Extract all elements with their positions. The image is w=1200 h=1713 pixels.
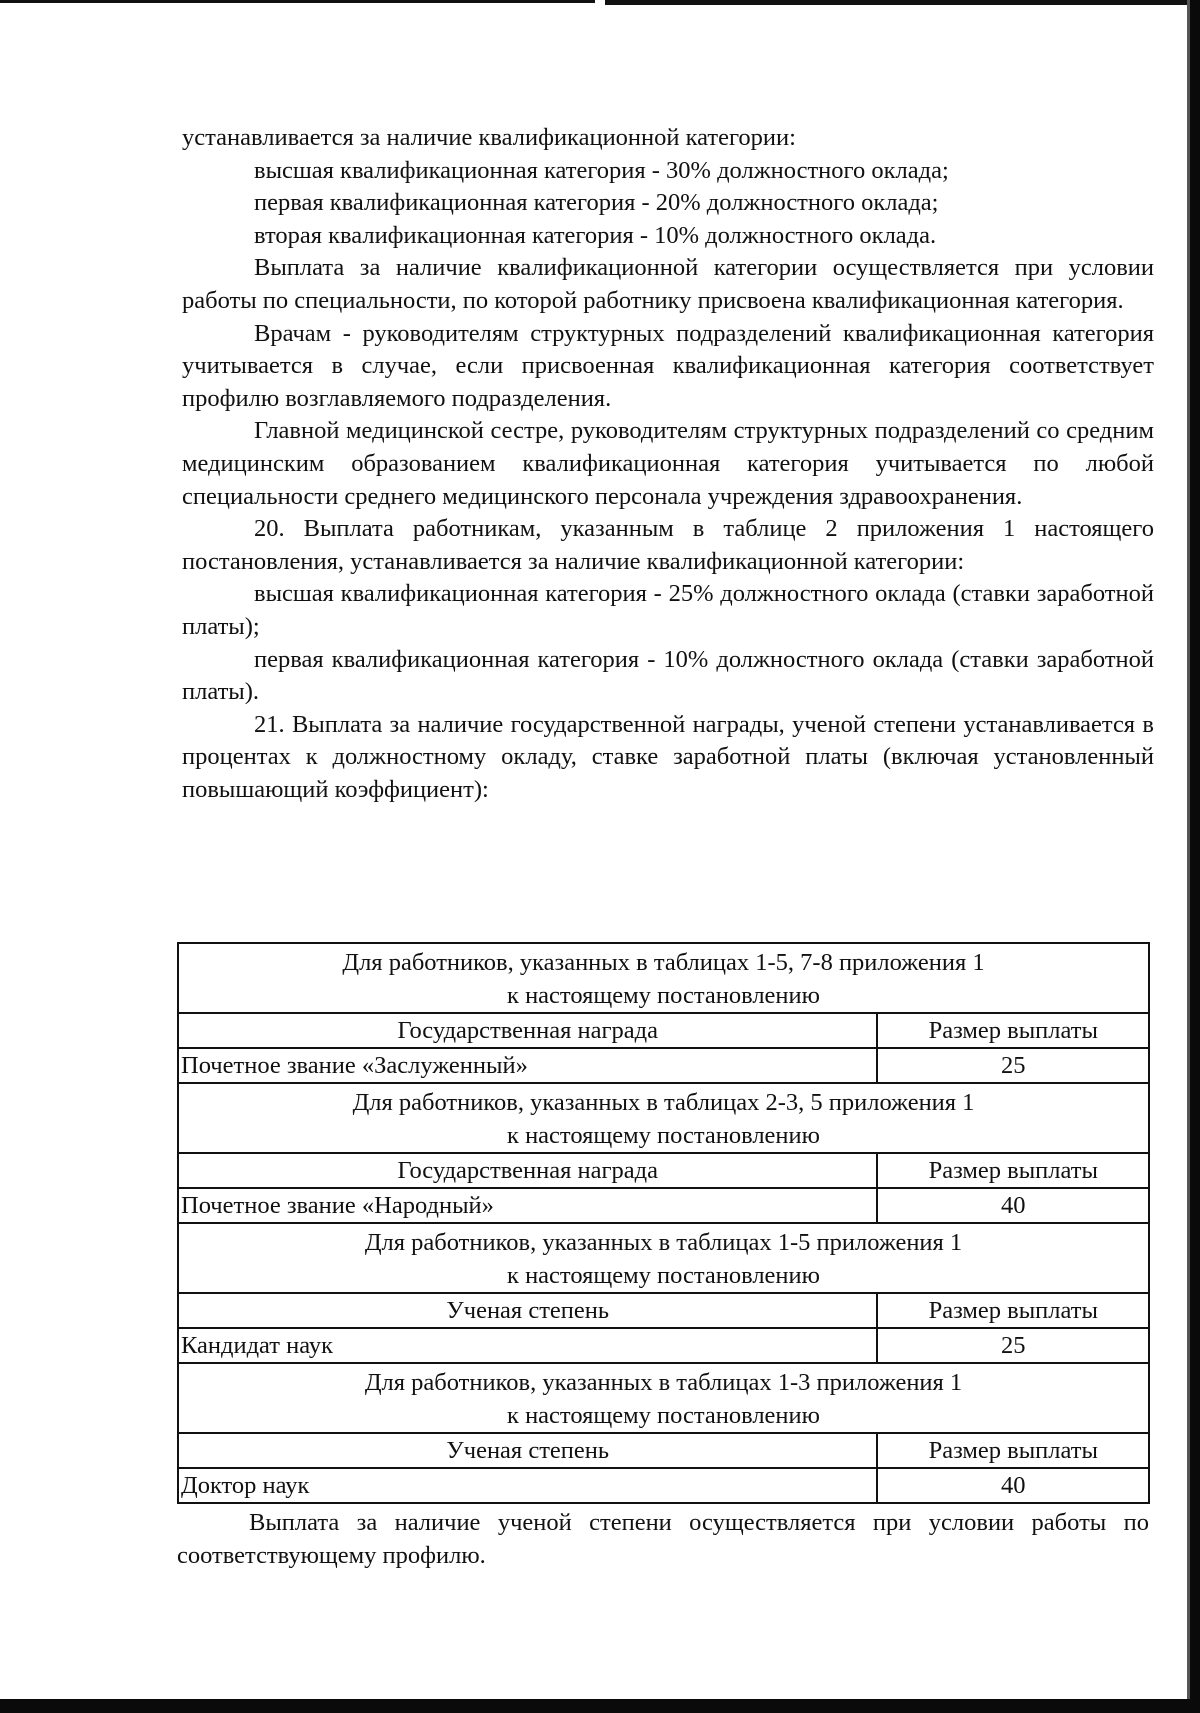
award-name-cell: Почетное звание «Народный»	[178, 1188, 877, 1223]
group-heading	[178, 943, 1149, 1013]
paragraph: Главной медицинской сестре, руководителям структурных подразделений со средним медицинским образованием квалификационная категория учитывается по любой специальности среднего медицинского персонала учреждения здравоохранения.	[182, 417, 1154, 510]
award-name-cell: Почетное звание «Заслуженный»	[178, 1048, 877, 1083]
group-heading-line: Для работников, указанных в таблицах 1-3 приложения 1	[364, 1369, 963, 1396]
table-header-row	[178, 1013, 1149, 1048]
scan-edge-top-right	[605, 0, 1200, 5]
paragraph-list-item: первая квалификационная категория - 20% должностного оклада;	[254, 189, 939, 217]
group-heading-line: к настоящему постановлению	[507, 1402, 820, 1429]
paragraph-list-item: высшая квалификационная категория - 25% должностного оклада (ставки заработной платы);	[182, 580, 1154, 640]
group-heading-line: Для работников, указанных в таблицах 1-5 приложения 1	[364, 1229, 963, 1256]
table-header-row	[178, 1433, 1149, 1468]
group-heading-line: к настоящему постановлению	[507, 982, 820, 1009]
degree-value-cell: 40	[877, 1468, 1149, 1503]
group-heading	[178, 1223, 1149, 1293]
paragraph: Выплата за наличие квалификационной категории осуществляется при условии работы по специальности, по которой работнику присвоена квалификационная категория.	[182, 254, 1154, 314]
group-heading-line: к настоящему постановлению	[507, 1262, 820, 1289]
group-heading-line: Для работников, указанных в таблицах 2-3, 5 приложения 1	[352, 1089, 975, 1116]
closing-section	[177, 1506, 1149, 1572]
table-row	[178, 1468, 1149, 1503]
column-header: Ученая степень	[178, 1293, 877, 1328]
table-row	[178, 1188, 1149, 1223]
column-header: Ученая степень	[178, 1433, 877, 1468]
paragraph-item-20: 20. Выплата работникам, указанным в таблице 2 приложения 1 настоящего постановления, устанавливается за наличие квалификационной категории:	[182, 515, 1154, 575]
table-header-row	[178, 1293, 1149, 1328]
column-header: Размер выплаты	[877, 1013, 1149, 1048]
table-row	[178, 1048, 1149, 1083]
paragraph-list-item: первая квалификационная категория - 10% должностного оклада (ставки заработной платы).	[182, 645, 1154, 706]
paragraph: устанавливается за наличие квалификационной категории:	[182, 124, 796, 151]
table-row	[178, 1328, 1149, 1363]
award-value-cell: 40	[877, 1188, 1149, 1223]
column-header: Государственная награда	[178, 1153, 877, 1188]
degree-name-cell: Доктор наук	[178, 1468, 877, 1503]
scan-edge-bottom	[0, 1699, 1200, 1713]
table-group-heading-row	[178, 1363, 1149, 1433]
column-header: Размер выплаты	[877, 1293, 1149, 1328]
paragraph: Врачам - руководителям структурных подразделений квалификационная категория учитывается в случае, если присвоенная квалификационная категория соответствует профилю возглавляемого подразделения.	[182, 319, 1154, 412]
degree-value-cell: 25	[877, 1328, 1149, 1363]
paragraph-list-item: вторая квалификационная категория - 10% должностного оклада.	[254, 221, 937, 249]
scan-edge-right	[1190, 0, 1200, 1713]
column-header: Размер выплаты	[877, 1433, 1149, 1468]
column-header: Государственная награда	[178, 1013, 877, 1048]
scan-edge-top-left	[0, 0, 595, 3]
table-group-heading-row	[178, 1083, 1149, 1153]
closing-paragraph: Выплата за наличие ученой степени осуществляется при условии работы по соответствующему профилю.	[177, 1509, 1149, 1569]
awards-table	[177, 942, 1150, 1504]
paragraph-item-21: 21. Выплата за наличие государственной награды, ученой степени устанавливается в процентах к должностному окладу, ставке заработной платы (включая установленный повышающий коэффициент):	[182, 710, 1154, 803]
table-group-heading-row	[178, 1223, 1149, 1293]
group-heading-line: Для работников, указанных в таблицах 1-5, 7-8 приложения 1	[342, 949, 985, 976]
table-header-row	[178, 1153, 1149, 1188]
group-heading-line: к настоящему постановлению	[507, 1122, 820, 1149]
column-header: Размер выплаты	[877, 1153, 1149, 1188]
group-heading	[178, 1363, 1149, 1433]
group-heading	[178, 1083, 1149, 1153]
document-body	[182, 122, 1154, 806]
paragraph-list-item: высшая квалификационная категория - 30% должностного оклада;	[254, 156, 949, 184]
award-value-cell: 25	[877, 1048, 1149, 1083]
degree-name-cell: Кандидат наук	[178, 1328, 877, 1363]
table-group-heading-row	[178, 943, 1149, 1013]
